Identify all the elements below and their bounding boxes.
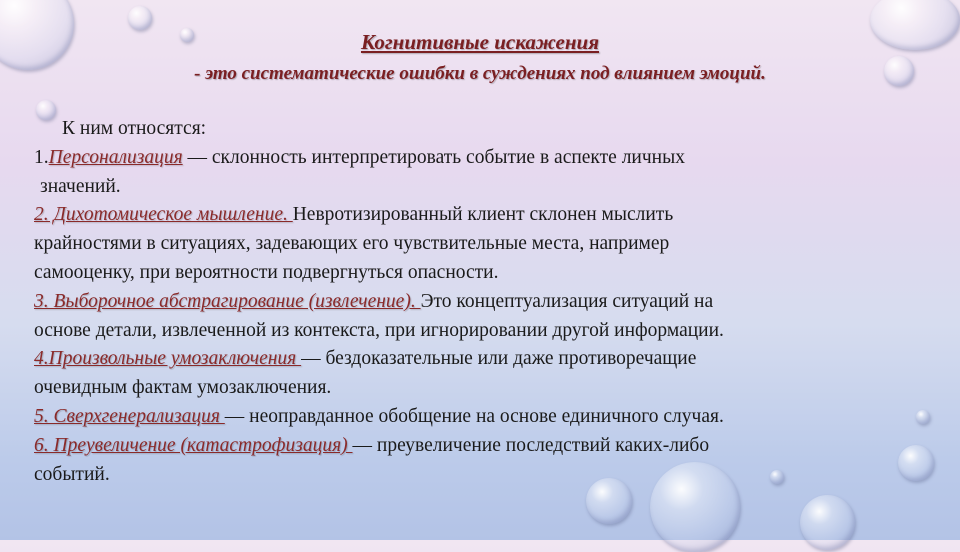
list-item: [34, 288, 914, 317]
item-term: 2. Дихотомическое мышление.: [34, 204, 293, 226]
list-item: [34, 144, 914, 173]
item-text-continued: основе детали, извлеченной из контекста, при игнорировании другой информации.: [34, 319, 724, 341]
intro-text: К ним относятся:: [62, 118, 207, 139]
list-item: [34, 432, 914, 461]
item-text: — преувеличение последствий каких-либо: [352, 434, 710, 456]
water-drop-decoration: [128, 6, 152, 30]
water-drop-decoration: [916, 410, 930, 424]
slide-subtitle: - это систематические ошибки в суждениях под влиянием эмоций.: [194, 63, 766, 84]
item-text-continued: крайностями в ситуациях, задевающих его чувствительные места, например: [34, 233, 670, 255]
item-text: Это концептуализация ситуаций на: [420, 290, 714, 312]
item-term: 3. Выборочное абстрагирование (извлечение).: [34, 290, 421, 312]
list-item: [34, 403, 914, 432]
list-item: [34, 345, 914, 374]
item-text: — неоправданное обобщение на основе единичного случая.: [224, 405, 724, 427]
item-term: Персонализация: [48, 146, 183, 168]
item-term: 5. Сверхгенерализация: [34, 405, 225, 427]
item-text-continued: очевидным фактам умозаключения.: [34, 377, 332, 399]
item-text: Невротизированный клиент склонен мыслить: [292, 204, 674, 226]
item-text: — бездоказательные или даже противоречащие: [301, 348, 697, 370]
item-number: 1.: [34, 146, 49, 168]
item-term: 4.Произвольные умозаключения: [34, 348, 302, 370]
list-item: [34, 201, 914, 230]
item-term: 6. Преувеличение (катастрофизация): [34, 434, 353, 456]
content-body: [34, 115, 914, 489]
item-text-continued: значений.: [40, 175, 121, 197]
item-text-continued: событий.: [34, 463, 110, 485]
water-drop-decoration: [800, 495, 855, 550]
item-text: — склонность интерпретировать событие в аспекте личных: [182, 146, 685, 168]
slide-title: Когнитивные искажения: [360, 30, 600, 54]
item-text-continued: самооценку, при вероятности подвергнуться опасности.: [34, 261, 499, 283]
